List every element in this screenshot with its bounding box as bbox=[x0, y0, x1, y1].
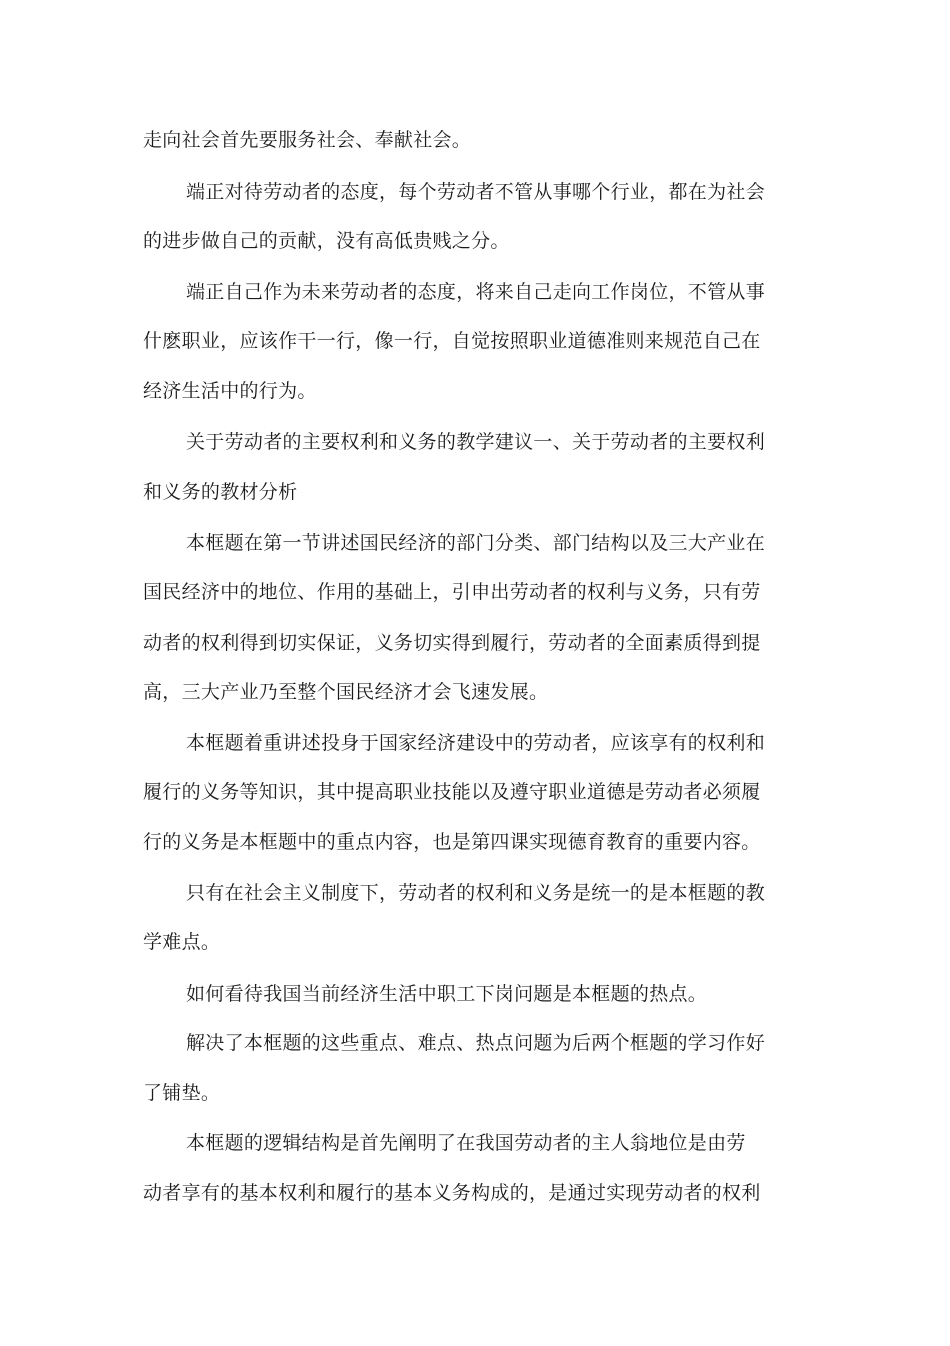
paragraph-first-line: 本框题着重讲述投身于国家经济建设中的劳动者，应该享有的权利和 bbox=[186, 732, 766, 754]
text-line: 了铺垫。 bbox=[143, 1082, 221, 1104]
text-line: 经济生活中的行为。 bbox=[143, 380, 317, 402]
paragraph-first-line: 只有在社会主义制度下，劳动者的权利和义务是统一的是本框题的教 bbox=[186, 882, 766, 904]
text-line: 高，三大产业乃至整个国民经济才会飞速发展。 bbox=[143, 681, 549, 703]
text-line: 行的义务是本框题中的重点内容，也是第四课实现德育教育的重要内容。 bbox=[143, 831, 761, 853]
text-line: 走向社会首先要服务社会、奉献社会。 bbox=[143, 129, 472, 151]
text-line: 动者的权利得到切实保证，义务切实得到履行，劳动者的全面素质得到提 bbox=[143, 632, 761, 654]
text-line: 动者享有的基本权利和履行的基本义务构成的，是通过实现劳动者的权利 bbox=[143, 1182, 761, 1204]
text-line: 的进步做自己的贡献，没有高低贵贱之分。 bbox=[143, 230, 510, 252]
paragraph-first-line: 关于劳动者的主要权利和义务的教学建议一、关于劳动者的主要权利 bbox=[186, 431, 766, 453]
text-line: 履行的义务等知识，其中提高职业技能以及遵守职业道德是劳动者必须履 bbox=[143, 781, 761, 803]
text-line: 什麽职业，应该作干一行，像一行，自觉按照职业道德准则来规范自己在 bbox=[143, 330, 761, 352]
text-line: 国民经济中的地位、作用的基础上，引申出劳动者的权利与义务，只有劳 bbox=[143, 581, 761, 603]
text-line: 学难点。 bbox=[143, 931, 221, 953]
paragraph-first-line: 解决了本框题的这些重点、难点、热点问题为后两个框题的学习作好 bbox=[186, 1032, 766, 1054]
text-line: 和义务的教材分析 bbox=[143, 481, 298, 503]
paragraph-first-line: 本框题在第一节讲述国民经济的部门分类、部门结构以及三大产业在 bbox=[186, 532, 766, 554]
paragraph-first-line: 端正对待劳动者的态度，每个劳动者不管从事哪个行业，都在为社会 bbox=[186, 181, 766, 203]
paragraph-first-line: 本框题的逻辑结构是首先阐明了在我国劳动者的主人翁地位是由劳 bbox=[186, 1132, 746, 1154]
paragraph-first-line: 如何看待我国当前经济生活中职工下岗问题是本框题的热点。 bbox=[186, 983, 708, 1005]
paragraph-first-line: 端正自己作为未来劳动者的态度，将来自己走向工作岗位，不管从事 bbox=[186, 281, 766, 303]
